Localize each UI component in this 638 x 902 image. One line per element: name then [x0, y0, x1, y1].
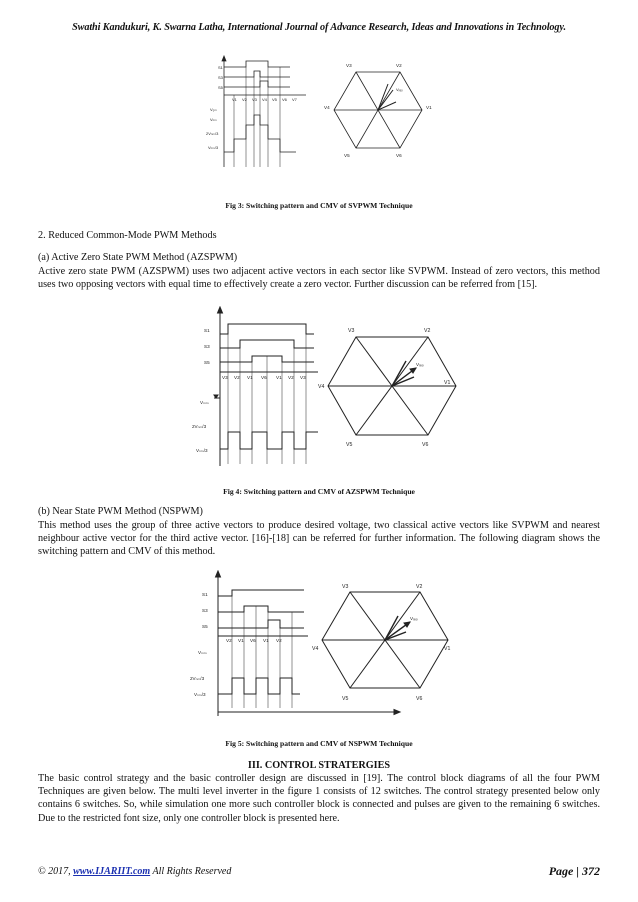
- fig5-hex-v4: V4: [312, 646, 319, 652]
- fig5-hex-v3: V3: [342, 584, 349, 590]
- fig5-s3-label: S3: [202, 608, 208, 613]
- azspwm-body: Active zero state PWM (AZSPWM) uses two adjacent active vectors in each sector like SVPWM. Instead of zero vectors, this method uses two opposing vectors with equal time to effectively create a zero vector. Further discussion can be referred from [15].: [38, 266, 600, 291]
- fig3-hex-v3: V3: [346, 63, 352, 68]
- fig5-tick: V1: [238, 638, 244, 643]
- fig5-hex-v6: V6: [416, 696, 423, 702]
- footer-copyright: [38, 866, 231, 877]
- fig5-tick: V2: [226, 638, 232, 643]
- fig4-cmv-label: Vₙₘ/3: [196, 448, 208, 453]
- fig3-s5-label: S5: [218, 85, 223, 90]
- fig5-cmv-label: 2Vₙₘ/3: [190, 676, 205, 681]
- fig4-hex-vref: Vᵣₑₒ: [416, 362, 424, 367]
- footer-site-link[interactable]: www.IJARIIT.com: [73, 866, 151, 877]
- fig3-hex-vref: Vᵣₑₒ: [396, 87, 403, 92]
- fig4-tick: V3: [300, 375, 306, 380]
- fig4-s3-label: S3: [204, 344, 210, 349]
- fig5-hex-v5: V5: [342, 696, 349, 702]
- fig3-tick: V1: [232, 97, 237, 102]
- fig5-caption: Fig 5: Switching pattern and CMV of NSPWM Technique: [225, 739, 413, 748]
- fig5-s5-label: S5: [202, 624, 208, 629]
- fig3-cmv-label: Vₙₘ: [210, 117, 217, 122]
- fig5-hex-v1: V1: [444, 646, 451, 652]
- nspwm-body: This method uses the group of three active vectors to produce desired voltage, two classical active vectors like SVPWM and nearest neighbour active vector for the third active vector. [16]-[18] can be referred for further information. The following diagram shows the switching pattern and CMV of this method.: [38, 520, 600, 558]
- fig3-tick: V2: [242, 97, 247, 102]
- fig3-hex-v5: V5: [344, 153, 350, 158]
- fig3-hex-v1: V1: [426, 105, 432, 110]
- fig4-cmv-label: Vₘₘ: [200, 400, 209, 405]
- fig5-hex-vref: Vᵣₑₒ: [410, 616, 418, 621]
- fig4-tick: V2: [288, 375, 294, 380]
- fig4-hex-v3: V3: [348, 328, 355, 334]
- fig5-s1-label: S1: [202, 592, 208, 597]
- fig4-tick: V1: [276, 375, 282, 380]
- fig3-cmv-label: Vₙₘ/3: [208, 145, 219, 150]
- fig3-s1-label: S1: [218, 65, 223, 70]
- section-3-title: III. CONTROL STRATERGIES: [247, 760, 391, 771]
- fig3-hex-v2: V2: [396, 63, 402, 68]
- fig3-tick: V4: [262, 97, 267, 102]
- fig4-tick: V6: [261, 375, 267, 380]
- fig4-s5-label: S5: [204, 360, 210, 365]
- fig4-hex-v4: V4: [318, 384, 325, 390]
- fig3-tick: V6: [282, 97, 287, 102]
- fig5-hex-v2: V2: [416, 584, 423, 590]
- fig4-hex-v6: V6: [422, 442, 429, 448]
- figure-4: [188, 306, 458, 468]
- fig5-tick: V2: [276, 638, 282, 643]
- footer-copyright-prefix: © 2017,: [38, 866, 74, 877]
- fig4-caption: Fig 4: Switching pattern and CMV of AZSPWM Technique: [223, 487, 415, 496]
- fig3-cmv-label: V₀ₘ: [210, 107, 217, 112]
- azspwm-heading: (a) Active Zero State PWM Method (AZSPWM): [38, 252, 238, 263]
- fig4-svg: [188, 306, 458, 468]
- fig5-tick: V1: [263, 638, 269, 643]
- fig4-hex-v5: V5: [346, 442, 353, 448]
- fig3-svg: [196, 55, 444, 170]
- fig4-tick: V1: [247, 375, 253, 380]
- fig5-cmv-label: Vₘₘ: [198, 650, 207, 655]
- fig3-hex-v6: V6: [396, 153, 402, 158]
- fig3-tick: V3: [252, 97, 257, 102]
- fig3-s3-label: S3: [218, 75, 223, 80]
- fig4-tick: V3: [222, 375, 228, 380]
- fig5-tick: V6: [250, 638, 256, 643]
- fig3-cmv-label: 2Vₙₘ/3: [206, 131, 219, 136]
- section-2-title: 2. Reduced Common-Mode PWM Methods: [38, 230, 217, 241]
- fig3-caption: Fig 3: Switching pattern and CMV of SVPWM Technique: [225, 201, 413, 210]
- fig3-tick: V7: [292, 97, 297, 102]
- section-3-body: The basic control strategy and the basic controller design are discussed in [19]. The control block diagrams of all the four PWM Techniques are given below. The multi level inverter in the figure 1 consists of 12 switches. The control strategy presented below only contains 6 switches. So, while simulation one more such controller block is connected and pulses are given to the remaining 6 switches. Due to the restricted font size, only one controller block is presented here.: [38, 773, 600, 824]
- footer-page-number: Page | 372: [548, 864, 600, 878]
- fig5-svg: [186, 570, 462, 718]
- fig5-cmv-label: Vₙₘ/3: [194, 692, 206, 697]
- fig4-cmv-label: 2Vₙₘ/3: [192, 424, 207, 429]
- footer-rights: All Rights Reserved: [150, 866, 232, 877]
- fig4-hex-v1: V1: [444, 380, 451, 386]
- running-header: Swathi Kandukuri, K. Swarna Latha, International Journal of Advance Research, Ideas and Innovations in Technology.: [72, 22, 566, 33]
- fig3-tick: V5: [272, 97, 277, 102]
- fig3-hex-v4: V4: [324, 105, 330, 110]
- figure-3: [196, 55, 444, 170]
- figure-5: [186, 570, 462, 718]
- fig4-tick: V2: [234, 375, 240, 380]
- fig4-s1-label: S1: [204, 328, 210, 333]
- fig4-hex-v2: V2: [424, 328, 431, 334]
- nspwm-heading: (b) Near State PWM Method (NSPWM): [38, 506, 203, 517]
